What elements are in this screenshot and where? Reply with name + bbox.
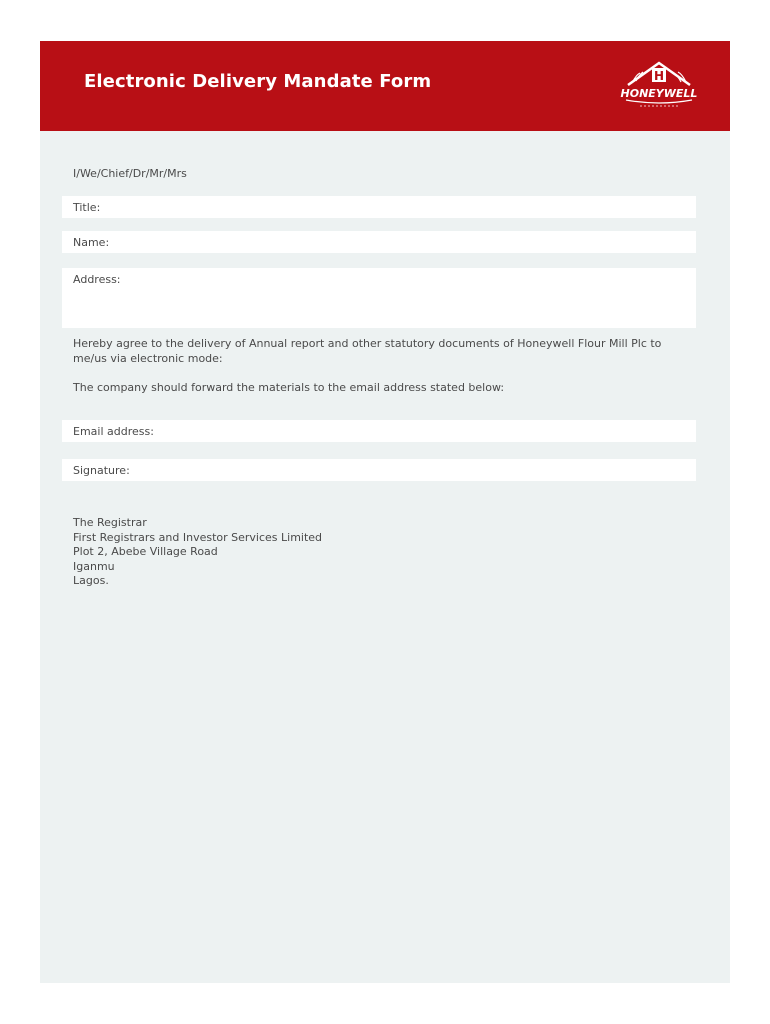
registrar-line: First Registrars and Investor Services Limited (73, 530, 323, 544)
signature-field-label: Signature: (73, 464, 130, 477)
salutation-line: I/We/Chief/Dr/Mr/Mrs (73, 167, 187, 180)
email-field[interactable] (62, 420, 696, 442)
honeywell-logo (618, 59, 700, 113)
agreement-text: Hereby agree to the delivery of Annual report and other statutory documents of Honeywell Flour Mill Plc to me/us via electronic mode: (73, 337, 662, 365)
form-page (40, 41, 730, 983)
title-field[interactable] (62, 196, 696, 218)
registrar-line: Iganmu (73, 559, 115, 573)
logo-wordmark: HONEYWELL (620, 87, 698, 100)
address-field[interactable] (62, 268, 696, 328)
logo-letter: H (653, 69, 665, 83)
email-field-label: Email address: (73, 425, 154, 438)
name-field-label: Name: (73, 236, 110, 249)
signature-field[interactable] (62, 459, 696, 481)
instruction-text: The company should forward the materials to the email address stated below: (73, 381, 505, 394)
title-field-label: Title: (73, 201, 101, 214)
registrar-address (73, 516, 322, 589)
address-field-label: Address: (73, 273, 121, 286)
form-title: Electronic Delivery Mandate Form (84, 71, 432, 92)
registrar-line: The Registrar (73, 516, 147, 529)
registrar-line: Plot 2, Abebe Village Road (73, 545, 218, 558)
name-field[interactable] (62, 231, 696, 253)
header-banner (40, 41, 730, 131)
registrar-line: Lagos. (73, 574, 109, 587)
